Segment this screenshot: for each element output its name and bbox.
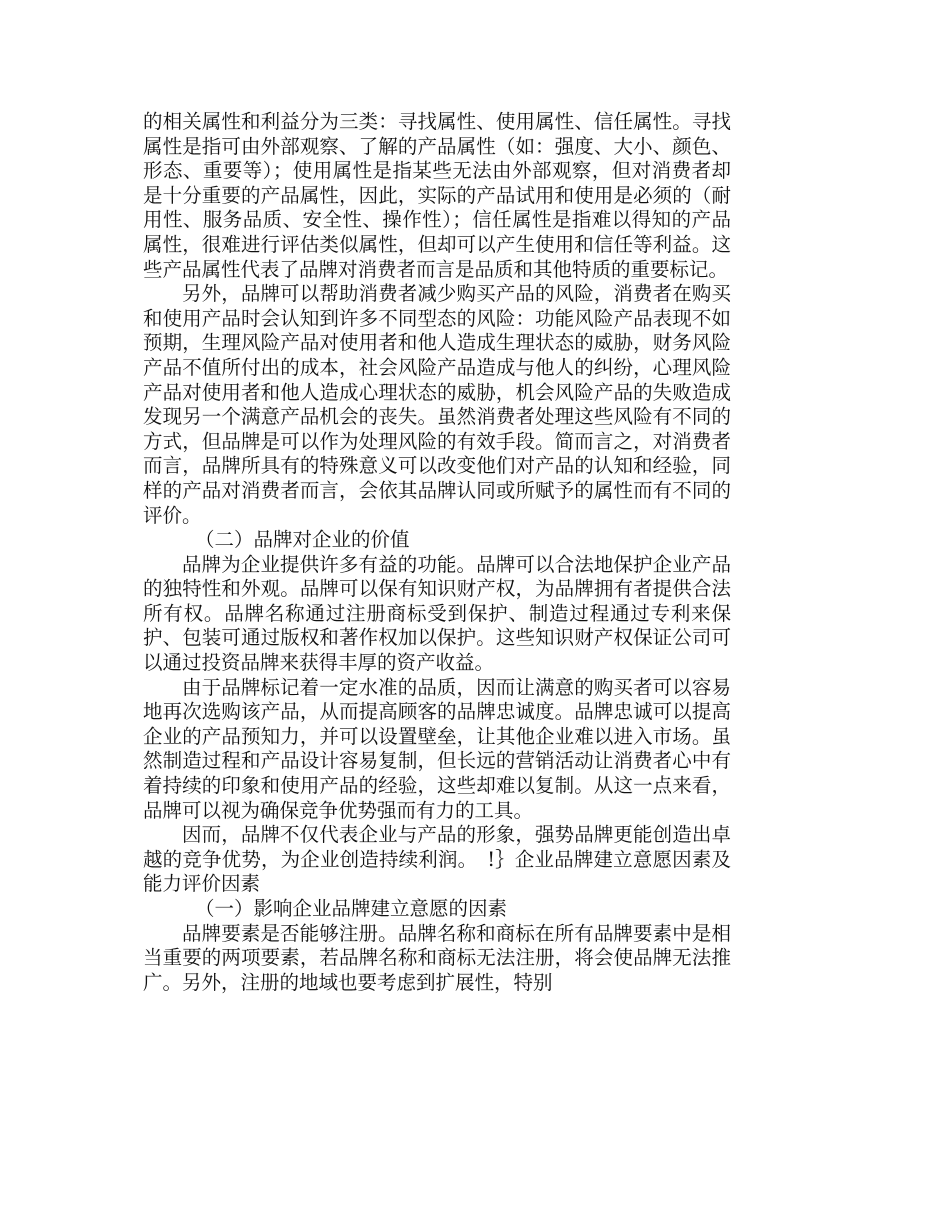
paragraph-competitive-advantage: 因而，品牌不仅代表企业与产品的形象，强势品牌更能创造出卓越的竞争优势，为企业创造持续利润。 !｝企业品牌建立意愿因素及能力评价因素 [143,823,731,896]
paragraph-brand-registration: 品牌要素是否能够注册。品牌名称和商标在所有品牌要素中是相当重要的两项要素，若品牌名称和商标无法注册，将会使品牌无法推广。另外，注册的地域也要考虑到扩展性，特别 [143,921,731,994]
section-heading-value-to-enterprise: （二）品牌对企业的价值 [195,528,410,552]
paragraph-search-use-trust-attributes: 的相关属性和利益分为三类：寻找属性、使用属性、信任属性。寻找属性是指可由外部观察、了解的产品属性（如：强度、大小、颜色、形态、重要等）；使用属性是指某些无法由外部观察，但对消费者却是十分重要的产品属性，因此，实际的产品试用和使用是必须的（耐用性、服务品质、安全性、操作性）；信任属性是指难以得知的产品属性，很难进行评估类似属性，但却可以产生使用和信任等利益。这些产品属性代表了品牌对消费者而言是品质和其他特质的重要标记。 [143,110,731,281]
document-page [143,110,731,995]
paragraph-risk-reduction: 另外，品牌可以帮助消费者减少购买产品的风险，消费者在购买和使用产品时会认知到许多不同型态的风险：功能风险产品表现不如预期，生理风险产品对使用者和他人造成生理状态的威胁，财务风险产品不值所付出的成本，社会风险产品造成与他人的纠纷，心理风险产品对使用者和他人造成心理状态的威胁，机会风险产品的失败造成发现另一个满意产品机会的丧失。虽然消费者处理这些风险有不同的方式，但品牌是可以作为处理风险的有效手段。简而言之，对消费者而言，品牌所具有的特殊意义可以改变他们对产品的认知和经验，同样的产品对消费者而言，会依其品牌认同或所赋予的属性而有不同的评价。 [143,282,731,527]
paragraph-legal-protection: 品牌为企业提供许多有益的功能。品牌可以合法地保护企业产品的独特性和外观。品牌可以保有知识财产权，为品牌拥有者提供合法所有权。品牌名称通过注册商标受到保护、制造过程通过专利来保护、包装可通过版权和著作权加以保护。这些知识财产权保证公司可以通过投资品牌来获得丰厚的资产收益。 [143,552,731,675]
section-heading-willingness-factors: （一）影响企业品牌建立意愿的因素 [195,897,508,920]
paragraph-brand-loyalty: 由于品牌标记着一定水准的品质，因而让满意的购买者可以容易地再次选购该产品，从而提高顾客的品牌忠诚度。品牌忠诚可以提高企业的产品预知力，并可以设置壁垒，让其他企业难以进入市场。虽然制造过程和产品设计容易复制，但长远的营销活动让消费者心中有着持续的印象和使用产品的经验，这些却难以复制。从这一点来看，品牌可以视为确保竞争优势强而有力的工具。 [143,675,731,822]
